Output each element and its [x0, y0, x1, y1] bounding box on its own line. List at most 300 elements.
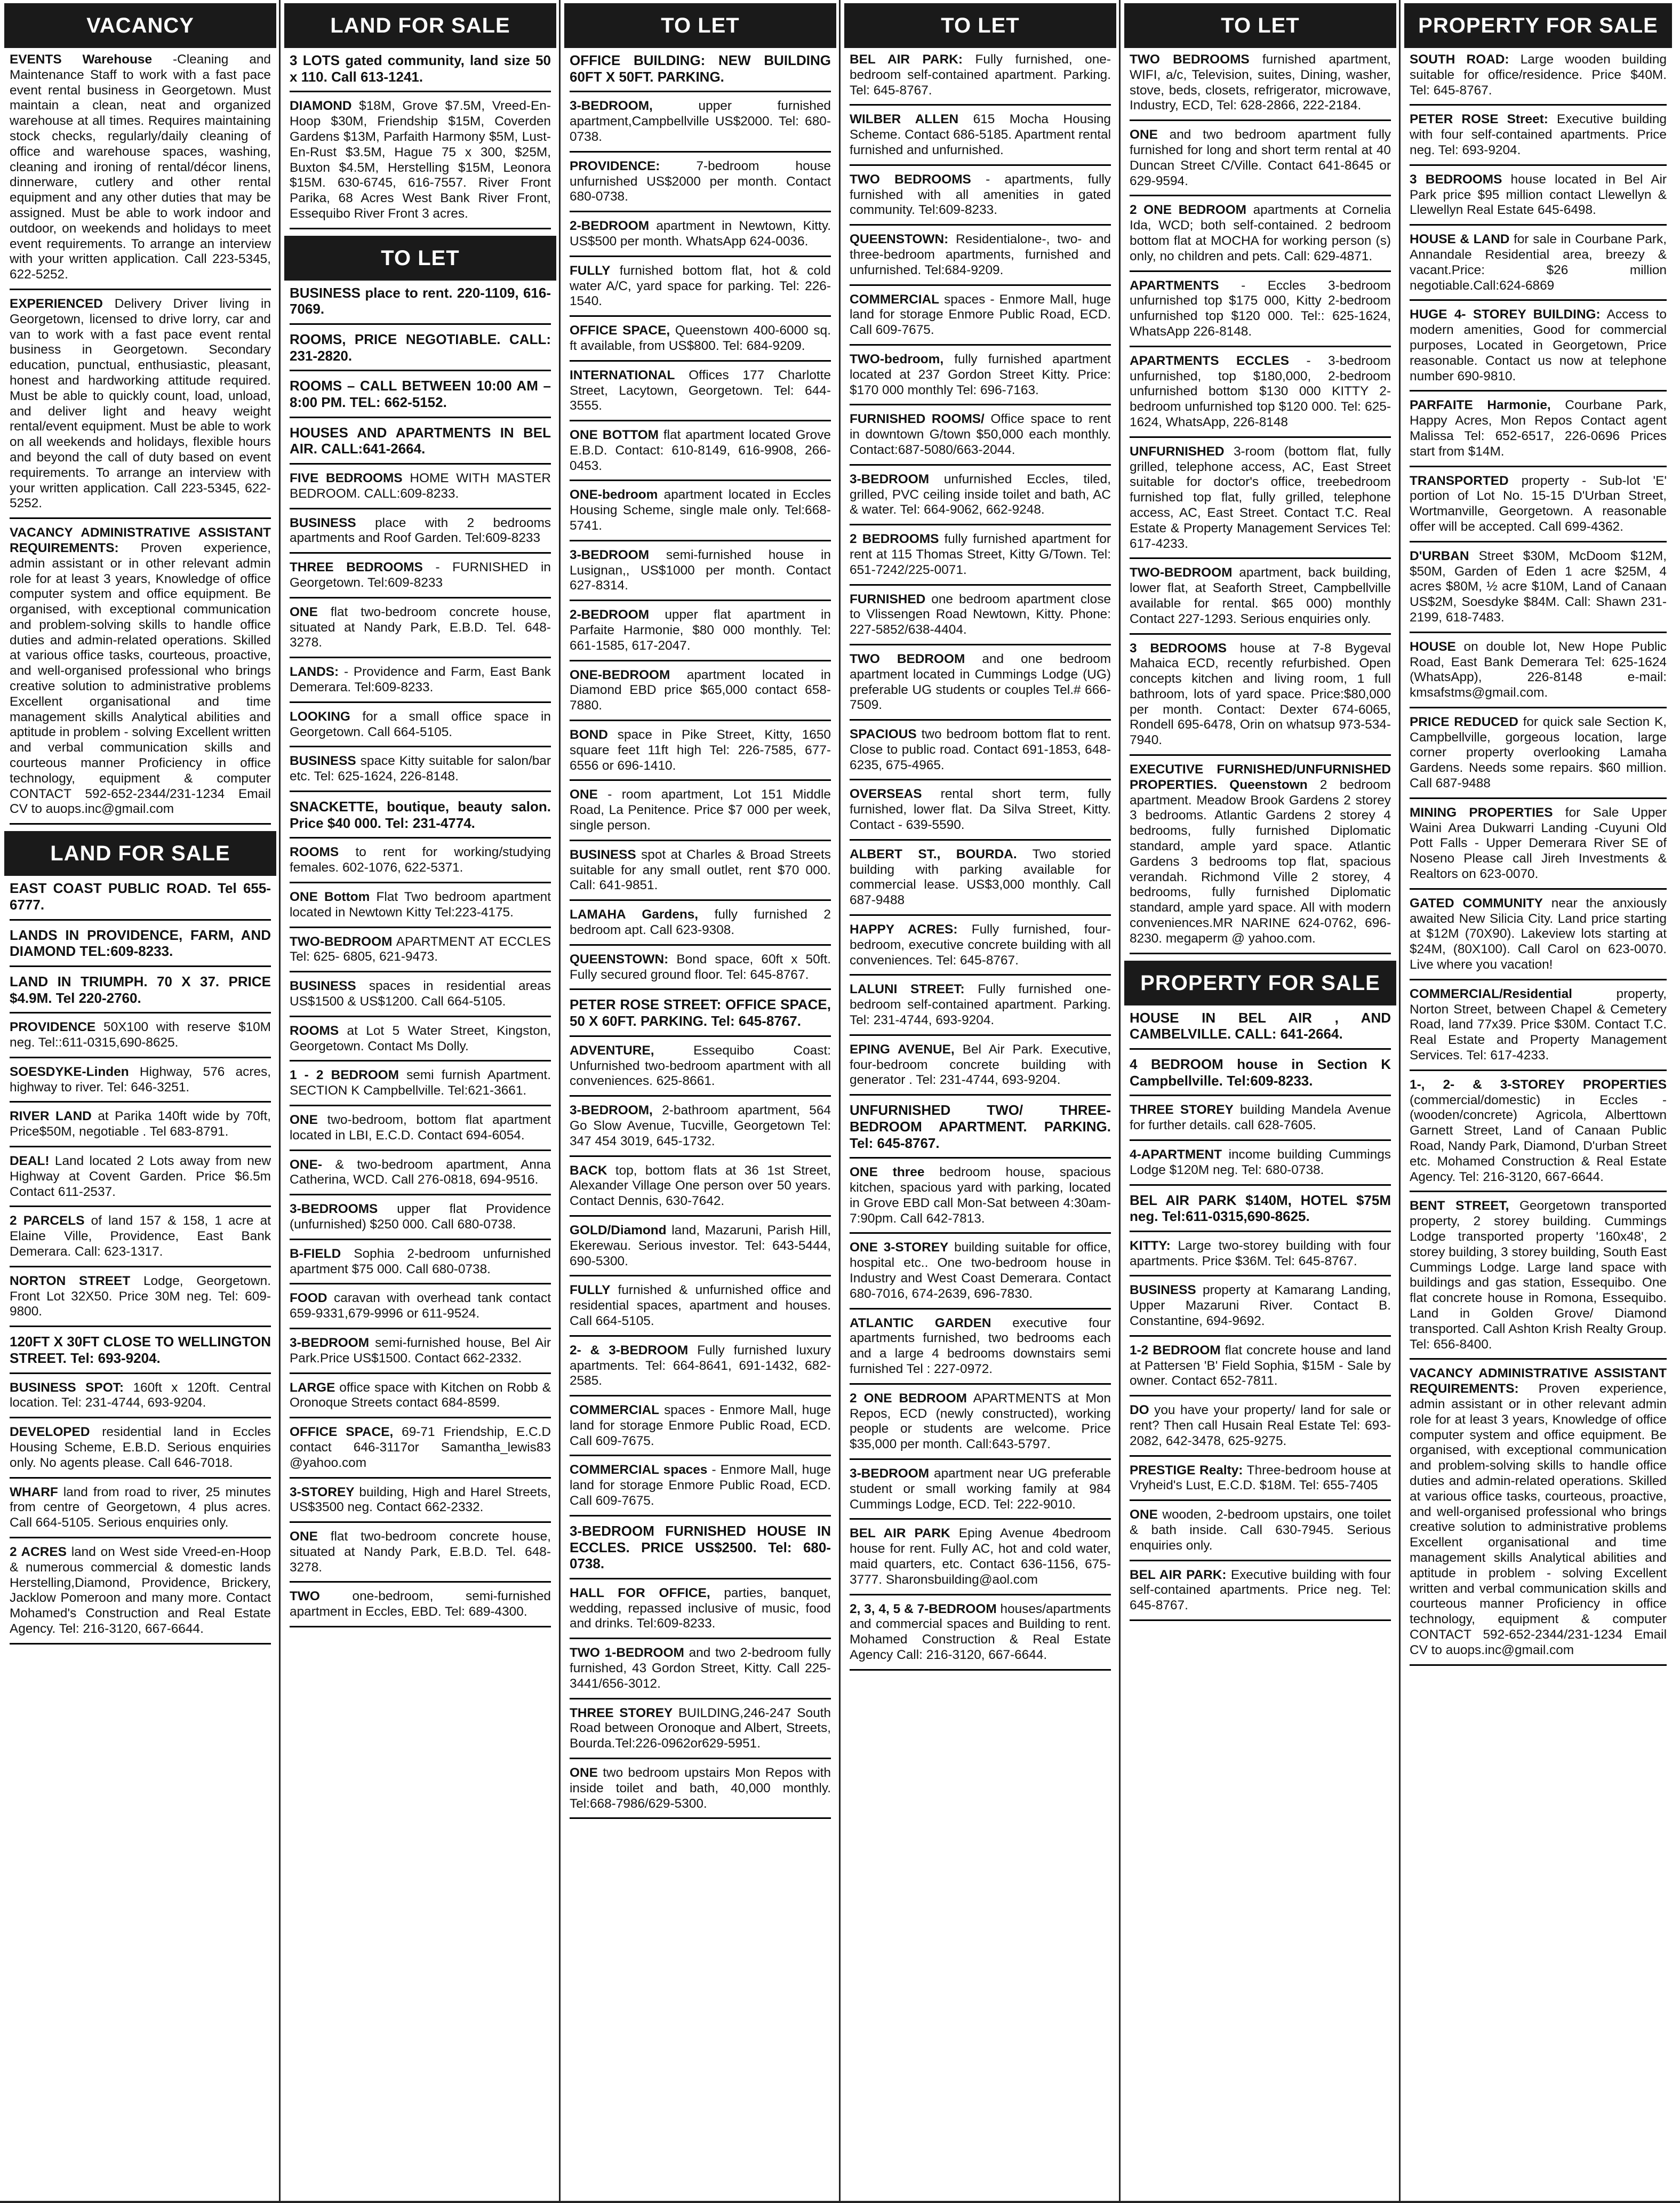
- ad-lead: SOUTH ROAD:: [1410, 52, 1509, 67]
- ad-text: executive four apartments furnished, two bedrooms each and a large 4 bedrooms downstairs semi furnished Tel : 227-0972.: [850, 1315, 1111, 1377]
- classified-ad: [290, 1529, 551, 1583]
- ad-lead: 1 - 2 BEDROOM: [290, 1068, 399, 1083]
- ad-lead: 2 ONE BEDROOM: [850, 1391, 967, 1406]
- ad-text: one-bedroom, semi-furnished apartment in Eccles, EBD. Tel: 689-4300.: [290, 1589, 551, 1619]
- ad-text: place with 2 bedrooms apartments and Roof Garden. Tel:609-8233: [290, 515, 551, 546]
- ad-text: land from road to river, 25 minutes from centre of Georgetown, 4 plus acres. Call 664-5105. Serious enquiries only.: [10, 1484, 271, 1530]
- ad-lead: 2 BEDROOMS: [850, 532, 939, 547]
- ad-text: and one bedroom apartment located in Cummings Lodge (UG) preferable UG students or couples Tel.# 666-7509.: [850, 651, 1111, 713]
- ad-lead: ATLANTIC GARDEN: [850, 1315, 991, 1330]
- classified-ad: [10, 927, 271, 967]
- ad-lead: OFFICE SPACE,: [570, 323, 670, 338]
- ad-text: apartment located in Diamond EBD price $65,000 contact 658-7880.: [570, 667, 831, 713]
- ad-text: building Mandela Avenue for further details. call 628-7605.: [1130, 1103, 1391, 1133]
- ad-lead: B-FIELD: [290, 1246, 341, 1261]
- ad-lead: THREE BEDROOMS: [290, 560, 423, 575]
- ad-lead: LANDS IN PROVIDENCE, FARM, AND DIAMOND TEL:609-8233.: [10, 927, 271, 960]
- section-heading: LAND FOR SALE: [4, 831, 276, 876]
- ad-lead: BUSINESS: [290, 754, 356, 769]
- classified-ad: [570, 1163, 831, 1217]
- ad-lead: ONE: [570, 1766, 598, 1781]
- classified-ad: [1130, 444, 1391, 560]
- classified-ad: [290, 709, 551, 748]
- section-heading: TO LET: [564, 3, 836, 48]
- ad-lead: OFFICE SPACE,: [290, 1425, 394, 1440]
- classified-ad: [10, 1154, 271, 1207]
- ad-text: office space with Kitchen on Robb & Oronoque Streets contact 684-8599.: [290, 1380, 551, 1410]
- classified-ad: [1410, 1199, 1667, 1360]
- ad-text: for Sale Upper Waini Area Dukwarri Landing -Cuyuni Old Pott Falls - Upper Demerara River SE of Noseno Please call Jireh Investments & Realtors on 623-0070.: [1410, 805, 1667, 882]
- classified-ad: [1410, 307, 1667, 392]
- ad-text: houses/apartments and commercial spaces and Building to rent. Mohamed Construction & Real Estate Agency Call: 216-3120, 667-6644.: [850, 1601, 1111, 1662]
- ad-lead: 2-BEDROOM: [570, 219, 650, 234]
- ad-text: Eping Avenue 4bedroom house for rent. Fully AC, hot and cold water, maid quarters, etc. Contact 636-1156, 675-3777. Sharonsbuilding@aol.com: [850, 1526, 1111, 1587]
- classified-ad: [570, 1103, 831, 1156]
- ad-text: flat two-bedroom concrete house, situated at Nandy Park, E.B.D. Tel. 648-3278.: [290, 1529, 551, 1575]
- ad-text: 615 Mocha Housing Scheme. Contact 686-5185. Apartment rental furnished and unfurnished.: [850, 112, 1111, 157]
- classified-ad: [570, 428, 831, 481]
- ad-text: apartment located in Eccles Housing Scheme, single male only. Tel:668-5741.: [570, 488, 831, 533]
- classified-ad: [1410, 896, 1667, 980]
- ad-text: 2 bedroom apartment. Meadow Brook Gardens 2 storey 3 bedrooms. Atlantic Gardens 2 storey 4 bedrooms, fully furnished Diplomatic standard, ample yard space. Atlantic Gardens 3 bedrooms top flat, spacious verandah. Richmond Ville 2 storey, 4 bedrooms, fully furnished Diplomatic standard, ample yard space. All with modern conveniences.MR NARINE 624-0762, 696-8230. megaperm @ yahoo.com.: [1130, 777, 1391, 946]
- classified-ad: [570, 608, 831, 661]
- ad-text: to rent for working/studying females. 602-1076, 622-5371.: [290, 845, 551, 875]
- classified-ad: [850, 592, 1111, 645]
- classified-ad: [850, 982, 1111, 1035]
- ad-text: for sale in Courbane Park, Annandale Residential area, breezy & vacant.Price: $26 million negotiable.Call:624-6869: [1410, 232, 1667, 293]
- classified-ad: [290, 99, 551, 229]
- ad-text: Proven experience, admin assistant or in other relevant admin role for at least 3 years, Knowledge of office computer system and office equipment. Be organised, with exceptional communication and problem-solving skills to handle office duties and admin-related operations. Skilled at various office tasks, courteous, proactive, and well-organised professional who brings creative solution to administrative problems Excellent organisational and time management skills Analytical abilities and aptitude in problem - solving Excellent written and verbal communication skills and courteous manner Proficiency in office technology, equipment & computer CONTACT 592-652-2344/231-1234 Email CV to auops.inc@gmail.com: [1410, 1382, 1667, 1657]
- ad-text: Flat Two bedroom apartment located in Newtown Kitty Tel:223-4175.: [290, 889, 551, 920]
- classified-ad: [10, 1109, 271, 1147]
- ad-text: & two-bedroom apartment, Anna Catherina, WCD. Call 276-0818, 694-9516.: [290, 1157, 551, 1187]
- classified-ad: [290, 1024, 551, 1062]
- section-heading: LAND FOR SALE: [284, 3, 556, 48]
- ad-lead: ONE three: [850, 1165, 925, 1180]
- classified-ad: [290, 935, 551, 973]
- ad-lead: 2 ACRES: [10, 1544, 67, 1559]
- ad-text: and two 2-bedroom fully furnished, 43 Gordon Street, Kitty. Call 225- 3441/656-3012.: [570, 1646, 831, 1691]
- ad-lead: BACK: [570, 1163, 607, 1178]
- ad-lead: 2 ONE BEDROOM: [1130, 203, 1246, 218]
- ad-text: Bond space, 60ft x 50ft. Fully secured ground floor. Tel: 645-8767.: [570, 952, 831, 982]
- ad-lead: TWO BEDROOM: [850, 651, 965, 666]
- section-heading: PROPERTY FOR SALE: [1404, 3, 1672, 48]
- classified-ad: [1130, 762, 1391, 954]
- classified-ad: [290, 1589, 551, 1627]
- classified-ad: [1130, 1507, 1391, 1561]
- classified-ad: [1130, 1056, 1391, 1096]
- ad-text: bedroom house, spacious kitchen, spacious yard with parking, located in Grove EBD call Mon-Sat between 4:30am-7:90pm. Call 642-7813.: [850, 1165, 1111, 1226]
- ad-lead: FURNISHED ROOMS/: [850, 412, 985, 427]
- ad-text: two bedroom upstairs Mon Repos with inside toilet and bath, 40,000 monthly. Tel:668-7986/629-5300.: [570, 1766, 831, 1811]
- ad-text: one bedroom apartment close to Vlissengen Road Newtown, Kitty. Phone: 227-5852/638-4404.: [850, 592, 1111, 637]
- classified-ad: [570, 488, 831, 541]
- ad-lead: BOND: [570, 728, 608, 743]
- ad-lead: ONE Bottom: [290, 889, 370, 904]
- ad-lead: 3-STOREY: [290, 1484, 355, 1499]
- ad-lead: FIVE BEDROOMS: [290, 471, 403, 486]
- ad-lead: EAST COAST PUBLIC ROAD. Tel 655-6777.: [10, 880, 271, 913]
- classified-ad: [1410, 398, 1667, 467]
- ad-text: Georgetown transported property, 2 storey building. Cummings Lodge transported property '160x48', 2 storey building, 3 storey building, South East Cummings Lodge. Large land space with buildings and gas station, Essequibo. One flat concrete house in Romona, Essequibo. Land in Golden Grove/ Diamond transported. Call Ashton Krish Realty Group. Tel: 656-8400.: [1410, 1199, 1667, 1352]
- ad-lead: FURNISHED: [850, 592, 926, 606]
- classified-ad: [850, 1466, 1111, 1520]
- ad-lead: DEVELOPED: [10, 1425, 90, 1440]
- classified-ad: [570, 668, 831, 721]
- classified-ad: [1410, 805, 1667, 890]
- classified-ad: [10, 297, 271, 519]
- classified-ad: [1410, 549, 1667, 633]
- classified-ad: [10, 1380, 271, 1419]
- classified-ad: [850, 1102, 1111, 1159]
- ad-text: Delivery Driver living in Georgetown, licensed to drive lorry, car and van to work with a fast pace event rental business in Georgetown. Secondary education, punctual, enthusiastic, pleasant, honest and hardworking attitude required. Must be able to quickly count, load, unload, and deliver light and heavy weight rental/event equipment. Must be able to work on all weekends and holidays, flexible hours and beyond the call of duty based on event requirements. To arrange an interview with your written application. Call 223-5345, 622-5252.: [10, 296, 271, 511]
- ad-text: (commercial/domestic) in Eccles - (wooden/concrete) Agricola, Alberttown Garnett Street, Land of Canaan Public Road, Nandy Park, Diamond, D'urban Street etc. Mohamed Construction & Real Estate Agency. Tel: 216-3120, 667-6644.: [1410, 1092, 1667, 1184]
- ad-text: property - Sub-lot 'E' portion of Lot No. 15-15 D'Urban Street, Wortmanville, Georgetown. A reasonable offer will be accepted. Call 699-4362.: [1410, 473, 1667, 534]
- classified-ad: [570, 728, 831, 781]
- classified-ad: [290, 1380, 551, 1419]
- ad-text: 69-71 Friendship, E.C.D contact 646-3117or Samantha_lewis83 @yahoo.com: [290, 1425, 551, 1470]
- ad-text: apartment near UG preferable student or small working family at 984 Cummings Lodge, ECD. Tel: 222-9010.: [850, 1466, 1111, 1512]
- ad-text: income building Cummings Lodge $120M neg. Tel: 680-0738.: [1130, 1147, 1391, 1177]
- ad-lead: DEAL!: [10, 1154, 50, 1169]
- ad-lead: 2, 3, 4, 5 & 7-BEDROOM: [850, 1601, 997, 1616]
- classified-ad: [290, 516, 551, 554]
- classified-ad: [290, 799, 551, 839]
- ad-text: space in Pike Street, Kitty, 1650 square feet 11ft high Tel: 226-7585, 677-6556 or 696-1410.: [570, 728, 831, 773]
- ad-lead: LARGE: [290, 1380, 335, 1395]
- ad-lead: EVENTS Warehouse: [10, 52, 153, 67]
- ad-lead: 3 LOTS gated community, land size 50 x 110. Call 613-1241.: [290, 52, 551, 85]
- classified-ad: [850, 472, 1111, 525]
- ad-lead: KITTY:: [1130, 1238, 1171, 1253]
- ad-lead: MINING PROPERTIES: [1410, 805, 1553, 820]
- ad-text: furnished & unfurnished office and residential spaces, apartment and houses. Call 664-5105.: [570, 1283, 831, 1328]
- classified-ad: [850, 1526, 1111, 1595]
- ad-lead: COMMERCIAL: [570, 1403, 660, 1418]
- classified-ad: [570, 996, 831, 1036]
- classified-ad: [1130, 1010, 1391, 1050]
- classified-ad: [1410, 987, 1667, 1071]
- ad-text: 2-bathroom apartment, 564 Go Slow Avenue, Tucville, Georgetown Tel: 347 454 3019, 645-1732.: [570, 1103, 831, 1148]
- ad-lead: PETER ROSE Street:: [1410, 112, 1548, 127]
- ad-lead: 4-APARTMENT: [1130, 1147, 1222, 1162]
- classified-ad: [1130, 127, 1391, 196]
- ad-text: for quick sale Section K, Campbellville, gorgeous location, large corner property overlooking Lamaha Gardens. Needs some repairs. $60 million. Call 687-9488: [1410, 714, 1667, 791]
- ad-text: property, Norton Street, between Chapel & Cemetery Road, land 77x39. Price $30M. Contact T.C. Real Estate and Property Management Services. Tel: 617-4233.: [1410, 986, 1667, 1063]
- classified-ad: [570, 159, 831, 212]
- classified-ad: [570, 1223, 831, 1276]
- ad-text: Courbane Park, Happy Acres, Mon Repos Contact agent Malissa Tel: 652-6517, 226-0696 Prices start from $14M.: [1410, 398, 1667, 459]
- ad-lead: 1-2 BEDROOM: [1130, 1343, 1221, 1358]
- ad-text: apartments at Cornelia Ida, WCD; both self-contained. 2 bedroom bottom flat at MOCHA for working person (s) only, no children and pets. Call: 629-4871.: [1130, 203, 1391, 264]
- ad-lead: ONE: [290, 1112, 318, 1127]
- classified-ad: [570, 52, 831, 92]
- classified-ad: [1410, 112, 1667, 165]
- classified-ad: [10, 1274, 271, 1327]
- ad-text: land, Mazaruni, Parish Hill, Ekerewau. Serious investor. Tel: 643-5444, 690-5300.: [570, 1223, 831, 1268]
- ad-lead: COMMERCIAL/Residential: [1410, 986, 1572, 1001]
- page-bottom-rule: [0, 2201, 1680, 2203]
- ad-text: for a small office space in Georgetown. Call 664-5105.: [290, 709, 551, 739]
- ad-lead: 3-BEDROOM: [850, 472, 930, 486]
- classified-ad: [10, 1485, 271, 1538]
- ad-lead: GOLD/Diamond: [570, 1223, 667, 1238]
- ad-lead: EPING AVENUE,: [850, 1042, 955, 1057]
- ad-text: apartment in Newtown, Kitty. US$500 per month. WhatsApp 624-0036.: [570, 219, 831, 249]
- ad-lead: 3-BEDROOM FURNISHED HOUSE IN ECCLES. PRICE US$2500. Tel: 680-0738.: [570, 1522, 831, 1572]
- classified-ad: [1410, 640, 1667, 708]
- classified-ad: [290, 1336, 551, 1374]
- ad-text: semi-furnished house in Lusignan,, US$1000 per month. Contact 627-8314.: [570, 547, 831, 593]
- classified-ad: [570, 368, 831, 421]
- column-4: [844, 0, 1116, 2203]
- ad-text: Office space to rent in downtown G/town $50,000 each monthly. Contact:687-5080/663-2044.: [850, 412, 1111, 457]
- ad-text: semi-furnished house, Bel Air Park.Price US$1500. Contact 662-2332.: [290, 1335, 551, 1366]
- ad-lead: ONE: [570, 787, 598, 802]
- ad-lead: QUEENSTOWN:: [570, 952, 669, 967]
- classified-ad: [1130, 1403, 1391, 1456]
- ad-lead: THREE STOREY: [570, 1705, 673, 1720]
- ad-lead: COMMERCIAL spaces: [570, 1463, 708, 1478]
- classified-ad: [850, 532, 1111, 585]
- ad-lead: 120FT X 30FT CLOSE TO WELLINGTON STREET. Tel: 693-9204.: [10, 1334, 271, 1366]
- ad-lead: INTERNATIONAL: [570, 368, 675, 382]
- ad-text: fully furnished 2 bedroom apt. Call 623-9308.: [570, 907, 831, 938]
- ad-lead: HALL FOR OFFICE,: [570, 1585, 710, 1600]
- ad-lead: 3-BEDROOM: [850, 1466, 930, 1481]
- ad-text: - Enmore Mall, huge land for storage Enmore Public Road, ECD. Call 609-7675.: [570, 1463, 831, 1508]
- ad-lead: BUSINESS: [570, 847, 636, 862]
- ad-lead: APARTMENTS: [1130, 278, 1219, 293]
- ad-text: Fully furnished luxury apartments. Tel: 664-8641, 691-1432, 682-2585.: [570, 1343, 831, 1388]
- ad-text: 7-bedroom house unfurnished US$2000 per month. Contact 680-0738.: [570, 158, 831, 204]
- ad-lead: BUSINESS place to rent. 220-1109, 616-7069.: [290, 284, 551, 317]
- ad-lead: 3-BEDROOM,: [570, 1103, 653, 1118]
- ad-lead: ONE: [1130, 127, 1158, 142]
- column-divider: [1399, 0, 1401, 2203]
- ad-text: Lodge, Georgetown. Front Lot 32X50. Price 30M neg. Tel: 609-9800.: [10, 1273, 271, 1319]
- classified-ad: [1410, 474, 1667, 542]
- ad-lead: DIAMOND: [290, 99, 352, 114]
- classified-ad: [290, 890, 551, 928]
- classified-ad: [290, 285, 551, 325]
- ad-text: spaces - Enmore Mall, huge land for storage Enmore Public Road, ECD. Call 609-7675.: [570, 1403, 831, 1448]
- ad-lead: LAMAHA Gardens,: [570, 907, 699, 922]
- ad-lead: APARTMENTS ECCLES: [1130, 353, 1289, 368]
- ad-lead: FULLY: [570, 1283, 611, 1298]
- column-5: [1124, 0, 1396, 2203]
- classified-ad: [570, 1586, 831, 1639]
- classified-ad: [570, 848, 831, 901]
- ad-lead: PETER ROSE STREET: OFFICE SPACE, 50 X 60FT. PARKING. Tel: 645-8767.: [570, 996, 831, 1029]
- ad-text: upper furnished apartment,Campbellville US$2000. Tel: 680-0738.: [570, 99, 831, 144]
- ad-text: building suitable for office, hospital etc.. One two-bedroom house in Industry and West Coast Demerara. Contact 680-7016, 674-2639, 696-7830.: [850, 1240, 1111, 1301]
- ad-lead: 2- & 3-BEDROOM: [570, 1343, 689, 1358]
- ad-lead: HOUSE IN BEL AIR , AND CAMBELVILLE. CALL: 641-2664.: [1130, 1009, 1391, 1042]
- ad-lead: OFFICE BUILDING: NEW BUILDING 60FT X 50FT. PARKING.: [570, 52, 831, 85]
- ad-lead: ONE 3-STOREY: [850, 1240, 949, 1255]
- ad-text: space Kitty suitable for salon/bar etc. Tel: 625-1624, 226-8148.: [290, 754, 551, 784]
- classified-ad: [1130, 203, 1391, 272]
- ad-lead: HOUSES AND APARTMENTS IN BEL AIR. CALL:641-2664.: [290, 424, 551, 457]
- classified-ad: [1130, 1343, 1391, 1396]
- ad-lead: 2-BEDROOM: [570, 608, 650, 622]
- ad-lead: LAND IN TRIUMPH. 70 X 37. PRICE $4.9M. Tel 220-2760.: [10, 973, 271, 1006]
- classified-ad: [10, 1065, 271, 1103]
- ad-text: HOME WITH MASTER BEDROOM. CALL:609-8233.: [290, 471, 551, 501]
- ad-lead: LALUNI STREET:: [850, 982, 965, 997]
- ad-text: - 3-bedroom unfurnished, top $180,000, 2-bedroom unfurnished bottom $130 000 KITTY 2-bedroom unfurnished top $120 000. Tel: 625-1624, WhatsApp, 226-8148: [1130, 353, 1391, 429]
- classified-ad: [850, 652, 1111, 721]
- ad-lead: D'URBAN: [1410, 548, 1469, 563]
- classified-ad: [570, 1043, 831, 1097]
- classified-ad: [570, 1343, 831, 1396]
- ad-text: Two storied building with parking available for commercial lease. US$3,000 monthly. Call 687-9488: [850, 847, 1111, 908]
- classified-ad: [850, 352, 1111, 405]
- ad-lead: TWO-BEDROOM: [290, 934, 393, 949]
- classified-ad: [290, 754, 551, 792]
- classified-ad: [850, 1316, 1111, 1385]
- classified-ad: [290, 979, 551, 1017]
- ad-lead: TWO 1-BEDROOM: [570, 1646, 684, 1661]
- ad-lead: TRANSPORTED: [1410, 473, 1509, 488]
- column-2: [284, 0, 556, 2203]
- ad-text: Fully furnished, one-bedroom self-contained apartment. Parking. Tel: 645-8767.: [850, 52, 1111, 98]
- classified-ad: [850, 787, 1111, 840]
- ad-lead: EXECUTIVE FURNISHED/UNFURNISHED PROPERTIES. Queenstown: [1130, 762, 1391, 792]
- ad-lead: FOOD: [290, 1291, 327, 1306]
- ad-text: Large two-storey building with four apartments. Price $36M. Tel: 645-8767.: [1130, 1238, 1391, 1268]
- classified-ad: [1130, 52, 1391, 121]
- ad-text: APARTMENT AT ECCLES Tel: 625- 6805, 621-9473.: [290, 934, 551, 964]
- ad-lead: TWO-bedroom,: [850, 352, 944, 366]
- ad-lead: ONE: [290, 1529, 318, 1544]
- classified-ad: [290, 425, 551, 465]
- classified-ad: [850, 847, 1111, 916]
- ad-text: Executive building with four self-contained apartments. Price neg. Tel: 645-8767.: [1130, 1567, 1391, 1613]
- ad-text: residential land in Eccles Housing Scheme, E.B.D. Serious enquiries only. No agents please. Call 646-7018.: [10, 1425, 271, 1470]
- ad-text: Proven experience, admin assistant or in other relevant admin role for at least 3 years, Knowledge of office computer system and office equipment. Be organised, with exceptional communication and problem-solving skills to handle office duties and admin-related operations. Skilled at various office tasks, courteous, proactive, and well-organised professional who brings creative solution to administrative problems Excellent organisational and time management skills Analytical abilities and aptitude in problem - solving Excellent written and verbal communication skills and courteous manner Proficiency in office technology, equipment & computer CONTACT 592-652-2344/231-1234 Email CV to auops.inc@gmail.com: [10, 540, 271, 817]
- ad-text: and two bedroom apartment fully furnished for long and short term rental at 40 Duncan Street C/Ville. Contact 641-8645 or 629-9594.: [1130, 127, 1391, 188]
- ad-lead: PARFAITE Harmonie,: [1410, 398, 1551, 413]
- ad-lead: ROOMS: [290, 1023, 339, 1038]
- classified-ad: [290, 665, 551, 703]
- ad-lead: HOUSE: [1410, 639, 1456, 654]
- ad-lead: UNFURNISHED: [1130, 444, 1225, 459]
- classified-ad: [1130, 1147, 1391, 1186]
- classified-ad: [570, 1463, 831, 1516]
- ad-lead: ROOMS: [290, 845, 339, 860]
- ad-lead: HOUSE & LAND: [1410, 232, 1510, 247]
- ad-text: fully furnished apartment located at 237 Gordon Street Kitty. Price: $170 000 monthly Tel: 696-7163.: [850, 352, 1111, 397]
- classified-ad: [850, 727, 1111, 780]
- classified-ad: [290, 1202, 551, 1240]
- classified-ad: [290, 1485, 551, 1523]
- classified-ad: [850, 1042, 1111, 1096]
- ad-text: fully furnished apartment for rent at 115 Thomas Street, Kitty G/Town. Tel: 651-7242/225-0071.: [850, 532, 1111, 577]
- classified-ad: [570, 548, 831, 601]
- ad-text: upper flat apartment in Parfaite Harmonie, $80 000 monthly. Tel: 661-1585, 617-2047.: [570, 608, 831, 653]
- ad-text: spaces in residential areas US$1500 & US$1200. Call 664-5105.: [290, 979, 551, 1009]
- ad-text: $18M, Grove $7.5M, Vreed-En-Hoop $30M, Friendship $15M, Coverden Gardens $13M, Parfaith Harmony $5M, Lust-En-Rust $3.5M, Hague 75 x 300, $25M, Buxton $4.5M, Herstelling $15M, Leonora $15M. 630-6745, 616-7557. River Front Parika, 68 Acres West Bank River Front, Essequibo River Front 3 acres.: [290, 99, 551, 221]
- column-divider: [559, 0, 561, 2203]
- ad-text: property at Kamarang Landing, Upper Mazaruni River. Contact B. Constantine, 694-9692.: [1130, 1283, 1391, 1329]
- classified-ad: [850, 1240, 1111, 1309]
- ad-lead: ALBERT ST., BOURDA.: [850, 847, 1017, 861]
- ad-text: Queenstown 400-6000 sq. ft available, from US$800. Tel: 684-9209.: [570, 323, 831, 353]
- ad-text: rental short term, fully furnished, lower flat. Da Silva Street, Kitty. Contact - 639-5590.: [850, 787, 1111, 833]
- classified-ad: [570, 1283, 831, 1336]
- ad-text: at Parika 140ft wide by 70ft, Price$50M, negotiable . Tel 683-8791.: [10, 1109, 271, 1139]
- section-heading: VACANCY: [4, 3, 276, 48]
- ad-text: on double lot, New Hope Public Road, East Bank Demerara Tel: 625-1624 (WhatsApp), 226-8148 e-mail: kmsafstms@gmail.com.: [1410, 639, 1667, 700]
- ad-text: spot at Charles & Broad Streets suitable for any small outlet, rent $70 000. Call: 641-9851.: [570, 847, 831, 893]
- ad-lead: SNACKETTE, boutique, beauty salon. Price $40 000. Tel: 231-4774.: [290, 799, 551, 831]
- ad-text: Street $30M, McDoom $12M, $50M, Garden of Eden 1 acre $25M, 4 acres $80M, ½ acre $10M, Land of Canaan US$2M, Soesdyke $84M. Call: Shawn 231-2199, 618-7483.: [1410, 548, 1667, 625]
- section-heading: PROPERTY FOR SALE: [1124, 961, 1396, 1005]
- classified-ad: [570, 787, 831, 841]
- classified-ad: [570, 264, 831, 317]
- ad-lead: ROOMS, PRICE NEGOTIABLE. CALL: 231-2820.: [290, 331, 551, 364]
- column-6: [1404, 0, 1672, 2203]
- classified-ad: [850, 412, 1111, 465]
- ad-lead: THREE STOREY: [1130, 1103, 1234, 1118]
- ad-text: flat two-bedroom concrete house, situated at Nandy Park, E.B.D. Tel. 648-3278.: [290, 604, 551, 650]
- ad-text: upper flat Providence (unfurnished) $250 000. Call 680-0738.: [290, 1202, 551, 1232]
- ad-lead: UNFURNISHED TWO/ THREE-BEDROOM APARTMENT. PARKING. Tel: 645-8767.: [850, 1102, 1111, 1151]
- classified-ad: [1130, 1239, 1391, 1277]
- ad-lead: BEL AIR PARK: [850, 1526, 950, 1541]
- ad-text: semi furnish Apartment. SECTION K Campbellville. Tel:621-3661.: [290, 1068, 551, 1098]
- ad-lead: RIVER LAND: [10, 1109, 92, 1124]
- section-heading: TO LET: [844, 3, 1116, 48]
- ad-text: -Cleaning and Maintenance Staff to work with a fast pace event rental business in Georgetown. Must maintain a clean, neat and organized warehouse at all times. Requires maintaining stock checks, regularly/daily cleaning of office and warehouse spaces, washing, cleaning and ironing of rental/décor linens, dinnerware, cutlery and other rental equipment and any other duties that may be assigned. Must be able to work indoor and outdoor, on weekends and holidays to meet event requirements. To arrange an interview with your written application. Call 223-5345, 622-5252.: [10, 52, 271, 282]
- classified-ad: [570, 1706, 831, 1759]
- ad-text: furnished apartment, WIFI, a/c, Television, suites, Dining, washer, stove, beds, closets, refrigerator, microwave, Industry, ECD, Tel: 628-2866, 222-2184.: [1130, 52, 1391, 113]
- ad-lead: ADVENTURE,: [570, 1043, 654, 1058]
- classified-ad: [570, 323, 831, 362]
- classified-ad: [1410, 232, 1667, 301]
- ad-lead: ONE-BEDROOM: [570, 667, 670, 682]
- ad-lead: WHARF: [10, 1484, 58, 1499]
- ad-text: Access to modern amenities, Good for commercial purposes, Located in Georgetown, Price reasonable. Contact us now at telephone number 690-9810.: [1410, 307, 1667, 384]
- ad-text: two-bedroom, bottom flat apartment located in LBI, E.C.D. Contact 694-6054.: [290, 1112, 551, 1143]
- classified-ad: [570, 1403, 831, 1456]
- classified-ad: [1410, 715, 1667, 799]
- classified-ad: [850, 1165, 1111, 1234]
- classified-ad: [10, 1425, 271, 1478]
- classified-ad: [1130, 1283, 1391, 1336]
- ad-text: furnished bottom flat, hot & cold water A/C, yard space for parking. Tel: 226-1540.: [570, 263, 831, 309]
- classified-ad: [1130, 354, 1391, 438]
- ad-text: Fully furnished one-bedroom self-contained apartment. Parking. Tel: 231-4744, 693-9204.: [850, 982, 1111, 1028]
- classified-ad: [570, 1646, 831, 1699]
- ad-lead: 3 BEDROOMS: [1130, 641, 1227, 656]
- ad-text: - room apartment, Lot 151 Middle Road, La Penitence. Price $7 000 per week, single person.: [570, 787, 831, 833]
- classified-ad: [1130, 565, 1391, 634]
- ad-lead: BENT STREET,: [1410, 1199, 1509, 1214]
- classified-ad: [570, 99, 831, 152]
- ad-text: parties, banquet, wedding, repassed inclusive of music, food and drinks. Tel:609-8233.: [570, 1585, 831, 1631]
- classified-ad: [850, 112, 1111, 165]
- classified-ad: [1410, 1366, 1667, 1665]
- classified-ad: [1130, 278, 1391, 347]
- classified-ad: [1130, 1568, 1391, 1621]
- ad-lead: BUSINESS: [290, 979, 356, 994]
- ad-text: Fully furnished, four-bedroom, executive concrete building with all conveniences. Tel: 645-8767.: [850, 922, 1111, 968]
- ad-lead: 2 PARCELS: [10, 1214, 85, 1228]
